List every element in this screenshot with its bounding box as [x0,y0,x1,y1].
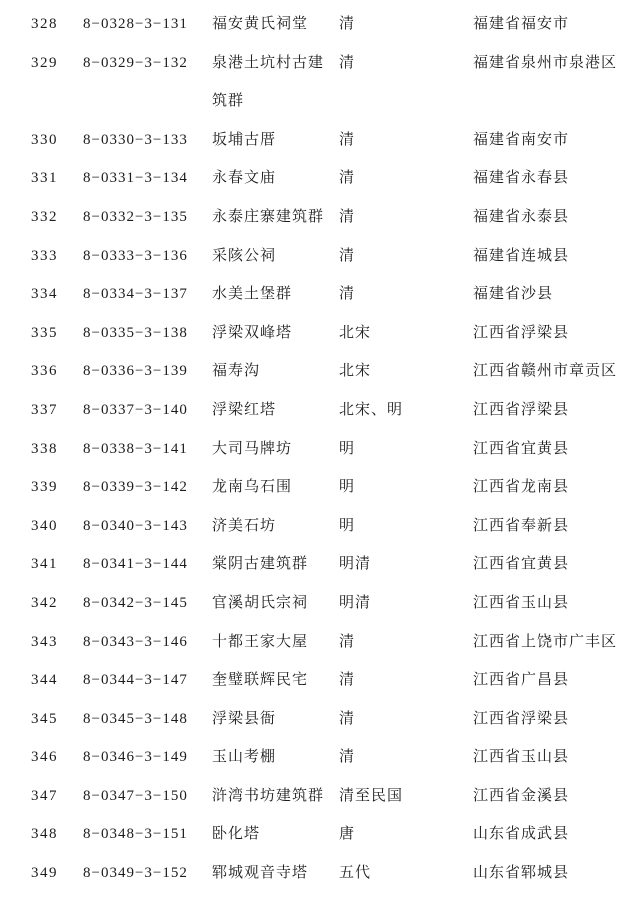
row-designation-id: 8−0329−3−132 [83,54,188,71]
row-designation-id: 8−0343−3−146 [83,633,188,650]
site-name: 十都王家大屋 [212,633,309,650]
site-name: 坂埔古厝 [212,131,277,148]
site-era: 清 [339,749,356,766]
site-era: 清 [339,247,356,264]
table-row [31,314,620,353]
row-serial-number: 346 [31,749,58,766]
site-location: 山东省成武县 [473,826,570,843]
table-row [31,661,620,700]
site-location: 江西省广昌县 [473,672,570,689]
table-row [31,352,620,391]
site-name: 永春文庙 [212,170,277,187]
site-name: 官溪胡氏宗祠 [212,594,309,611]
site-era: 明 [339,440,356,457]
row-serial-number: 330 [31,131,58,148]
table-row [31,237,620,276]
row-serial-number: 340 [31,517,58,534]
site-location: 福建省永春县 [473,170,570,187]
table-row [31,44,620,121]
site-location: 福建省沙县 [473,286,554,303]
site-name: 棠阴古建筑群 [212,556,309,573]
row-designation-id: 8−0339−3−142 [83,479,188,496]
site-era: 清 [339,286,356,303]
row-designation-id: 8−0330−3−133 [83,131,188,148]
site-name: 玉山考棚 [212,749,277,766]
site-era: 清至民国 [339,787,404,804]
table-row [31,5,620,44]
site-location: 江西省玉山县 [473,594,570,611]
row-serial-number: 329 [31,54,58,71]
table-row [31,121,620,160]
site-name: 浒湾书坊建筑群 [212,787,325,804]
row-serial-number: 336 [31,363,58,380]
row-designation-id: 8−0331−3−134 [83,170,188,187]
site-era: 北宋、明 [339,401,404,418]
site-location: 福建省连城县 [473,247,570,264]
row-serial-number: 332 [31,208,58,225]
table-row [31,815,620,854]
site-name: 浮梁红塔 [212,401,277,418]
site-era: 清 [339,208,356,225]
table-row [31,545,620,584]
row-serial-number: 341 [31,556,58,573]
site-era: 清 [339,633,356,650]
site-era: 北宋 [339,324,372,341]
site-era: 明清 [339,594,372,611]
row-designation-id: 8−0344−3−147 [83,672,188,689]
row-designation-id: 8−0328−3−131 [83,16,188,32]
site-name: 水美土堡群 [212,286,293,303]
row-designation-id: 8−0340−3−143 [83,517,188,534]
site-location: 山东省郓城县 [473,865,570,882]
table-row [31,468,620,507]
site-location: 江西省金溪县 [473,787,570,804]
site-era: 北宋 [339,363,372,380]
row-designation-id: 8−0342−3−145 [83,594,188,611]
site-era: 五代 [339,865,372,882]
site-era: 明清 [339,556,372,573]
table-row [31,275,620,314]
row-designation-id: 8−0335−3−138 [83,324,188,341]
site-name: 卧化塔 [212,826,261,843]
row-serial-number: 331 [31,170,58,187]
site-era: 清 [339,672,356,689]
table-row [31,854,620,893]
site-name: 济美石坊 [212,517,277,534]
site-location: 江西省浮梁县 [473,324,570,341]
site-name: 龙南乌石围 [212,479,293,496]
row-serial-number: 328 [31,16,58,32]
heritage-sites-table [31,5,620,893]
table-row [31,584,620,623]
table-row [31,391,620,430]
table-row [31,159,620,198]
site-name: 奎璧联辉民宅 [212,672,309,689]
site-name: 福安黄氏祠堂 [212,16,309,32]
row-serial-number: 338 [31,440,58,457]
site-location: 江西省宜黄县 [473,556,570,573]
row-designation-id: 8−0341−3−144 [83,556,188,573]
site-location: 福建省福安市 [473,16,570,32]
site-name: 郓城观音寺塔 [212,865,309,882]
row-serial-number: 347 [31,787,58,804]
row-designation-id: 8−0337−3−140 [83,401,188,418]
row-designation-id: 8−0332−3−135 [83,208,188,225]
row-serial-number: 333 [31,247,58,264]
table-row [31,198,620,237]
site-location: 江西省奉新县 [473,517,570,534]
table-row [31,507,620,546]
row-serial-number: 345 [31,710,58,727]
site-name: 泉港土坑村古建筑群 [212,54,325,110]
site-location: 福建省永泰县 [473,208,570,225]
table-row [31,700,620,739]
row-serial-number: 344 [31,672,58,689]
row-serial-number: 343 [31,633,58,650]
table-row [31,777,620,816]
table-row [31,623,620,662]
site-location: 江西省赣州市章贡区 [473,363,618,380]
row-serial-number: 349 [31,865,58,882]
site-location: 江西省浮梁县 [473,710,570,727]
site-era: 清 [339,710,356,727]
site-era: 清 [339,16,356,32]
site-location: 江西省龙南县 [473,479,570,496]
site-name: 采陔公祠 [212,247,277,264]
row-serial-number: 342 [31,594,58,611]
site-name: 大司马牌坊 [212,440,293,457]
row-designation-id: 8−0333−3−136 [83,247,188,264]
site-era: 唐 [339,826,356,843]
site-location: 江西省玉山县 [473,749,570,766]
table-row [31,738,620,777]
row-designation-id: 8−0349−3−152 [83,865,188,882]
site-location: 江西省宜黄县 [473,440,570,457]
row-designation-id: 8−0345−3−148 [83,710,188,727]
row-serial-number: 335 [31,324,58,341]
site-era: 清 [339,131,356,148]
site-name: 永泰庄寨建筑群 [212,208,325,225]
site-era: 清 [339,54,356,71]
row-designation-id: 8−0348−3−151 [83,826,188,843]
row-serial-number: 348 [31,826,58,843]
site-era: 明 [339,517,356,534]
site-era: 清 [339,170,356,187]
site-era: 明 [339,479,356,496]
site-location: 福建省南安市 [473,131,570,148]
site-location: 福建省泉州市泉港区 [473,54,618,71]
row-designation-id: 8−0338−3−141 [83,440,188,457]
site-location: 江西省浮梁县 [473,401,570,418]
row-serial-number: 337 [31,401,58,418]
row-serial-number: 339 [31,479,58,496]
row-designation-id: 8−0334−3−137 [83,286,188,303]
site-name: 浮梁县衙 [212,710,277,727]
table-row [31,430,620,469]
site-location: 江西省上饶市广丰区 [473,633,618,650]
site-name: 福寿沟 [212,363,261,380]
row-designation-id: 8−0336−3−139 [83,363,188,380]
row-designation-id: 8−0347−3−150 [83,787,188,804]
row-designation-id: 8−0346−3−149 [83,749,188,766]
site-name: 浮梁双峰塔 [212,324,293,341]
row-serial-number: 334 [31,286,58,303]
